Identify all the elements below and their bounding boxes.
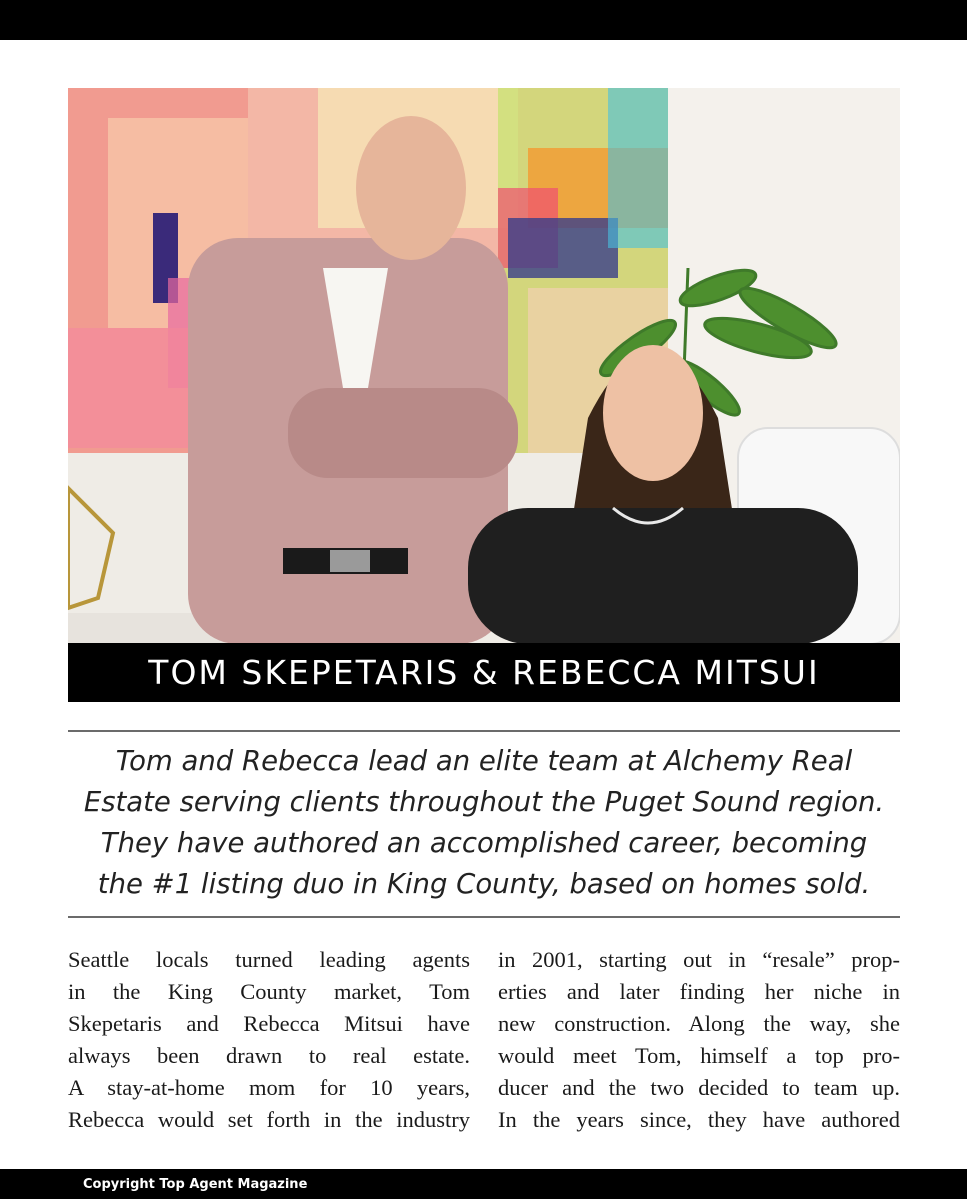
article-line: in the King County market, Tom	[68, 979, 470, 1004]
article-line: In the years since, they have authored	[498, 1107, 900, 1132]
article-column-right	[498, 944, 900, 1136]
article-line: Skepetaris and Rebecca Mitsui have	[68, 1011, 470, 1036]
pull-quote-line: They have authored an accomplished career, becoming	[100, 827, 868, 859]
top-bar	[0, 0, 967, 40]
pull-quote-line: Tom and Rebecca lead an elite team at Alchemy Real	[115, 745, 853, 777]
article-column-left	[68, 944, 470, 1136]
portrait-photo	[68, 88, 900, 644]
pull-quote-line: the #1 listing duo in King County, based on homes sold.	[97, 868, 871, 900]
article-line: in 2001, starting out in “resale” prop-	[498, 947, 900, 972]
divider-top	[68, 730, 900, 732]
article-line: Rebecca would set forth in the industry	[68, 1107, 470, 1132]
article-line: ducer and the two decided to team up.	[498, 1075, 900, 1100]
article-line: always been drawn to real estate.	[68, 1043, 470, 1068]
article-line: erties and later finding her niche in	[498, 979, 900, 1004]
footer-bar	[0, 1169, 967, 1199]
pull-quote	[68, 741, 900, 905]
names-banner: TOM SKEPETARIS & REBECCA MITSUI	[68, 643, 900, 702]
copyright-text: Copyright Top Agent Magazine	[83, 1176, 308, 1192]
pull-quote-line: Estate serving clients throughout the Puget Sound region.	[83, 786, 885, 818]
article-line: A stay-at-home mom for 10 years,	[68, 1075, 470, 1100]
divider-bottom	[68, 916, 900, 918]
article-line: would meet Tom, himself a top pro-	[498, 1043, 900, 1068]
article-line: new construction. Along the way, she	[498, 1011, 900, 1036]
article-line: Seattle locals turned leading agents	[68, 947, 470, 972]
